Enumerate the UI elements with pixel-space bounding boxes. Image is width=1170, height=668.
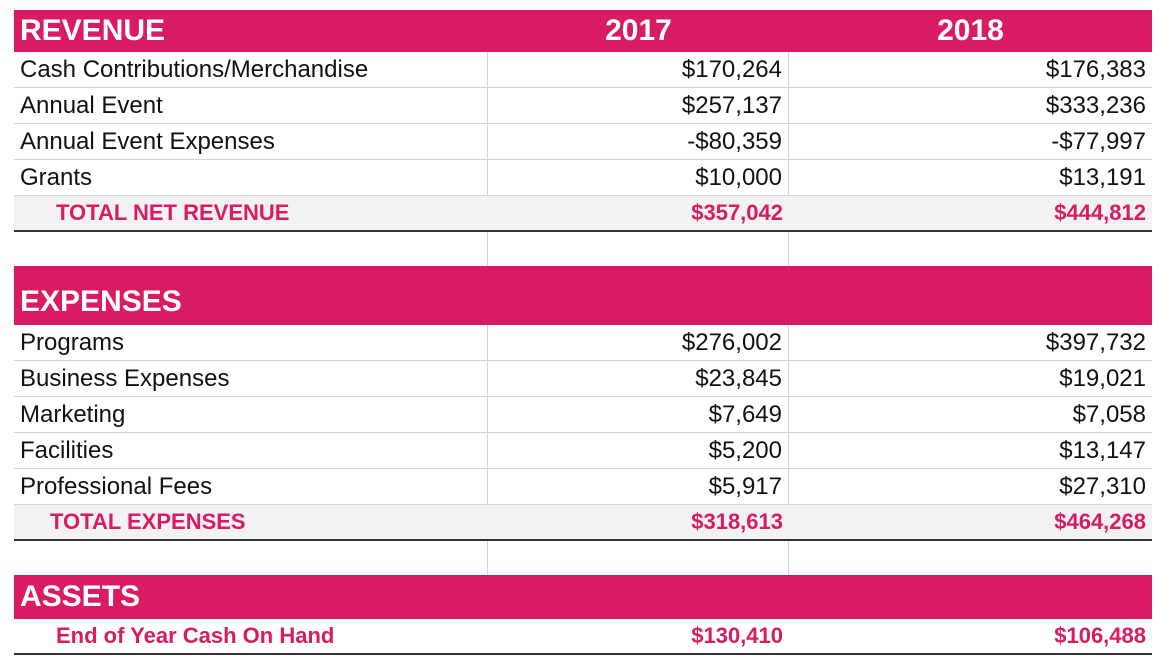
empty-cell	[14, 541, 488, 575]
value-2018: $27,310	[1059, 472, 1146, 500]
assets-header-row	[14, 575, 1152, 619]
value-2018: $333,236	[1045, 91, 1146, 119]
total-value-2017: $130,410	[691, 623, 783, 648]
empty-cell	[488, 575, 789, 619]
row-label: Professional Fees	[14, 469, 488, 504]
empty-cell	[789, 575, 1152, 619]
financial-summary-table	[14, 10, 1152, 655]
total-value-2017: $318,613	[691, 509, 783, 534]
table-row	[14, 469, 1152, 505]
row-label: Cash Contributions/Merchandise	[14, 52, 488, 87]
value-2018: $19,021	[1059, 364, 1146, 392]
table-row	[14, 124, 1152, 160]
total-value-2018: $464,268	[1054, 509, 1146, 534]
value-2018: $176,383	[1045, 55, 1146, 83]
table-row	[14, 160, 1152, 196]
table-row	[14, 88, 1152, 124]
year-2017-header: 2017	[605, 14, 672, 47]
total-value-2017: $357,042	[691, 200, 783, 225]
empty-cell	[488, 541, 789, 575]
table-row	[14, 433, 1152, 469]
cash-on-hand-row	[14, 619, 1152, 655]
expenses-header-row	[14, 266, 1152, 325]
spacer-row	[14, 541, 1152, 575]
table-row	[14, 325, 1152, 361]
row-label: Grants	[14, 160, 488, 195]
table-row	[14, 52, 1152, 88]
value-2017: $276,002	[488, 325, 789, 360]
table-row	[14, 397, 1152, 433]
empty-cell	[789, 541, 1152, 575]
value-2018: $397,732	[1045, 328, 1146, 356]
total-expenses-row	[14, 505, 1152, 541]
value-2017: $170,264	[488, 52, 789, 87]
value-2017: $23,845	[488, 361, 789, 396]
value-2018: $7,058	[1072, 400, 1146, 428]
assets-section-title: ASSETS	[20, 580, 141, 613]
value-2017: $5,917	[488, 469, 789, 504]
revenue-section-title: REVENUE	[20, 14, 166, 47]
table-row	[14, 361, 1152, 397]
total-label: TOTAL NET REVENUE	[56, 200, 290, 225]
row-label: Programs	[14, 325, 488, 360]
year-2018-header: 2018	[937, 14, 1004, 47]
total-net-revenue-row	[14, 196, 1152, 232]
value-2018: -$77,997	[1051, 127, 1146, 155]
value-2018: $13,191	[1059, 163, 1146, 191]
value-2017: $10,000	[488, 160, 789, 195]
value-2017: -$80,359	[488, 124, 789, 159]
empty-cell	[14, 232, 488, 266]
row-label: Business Expenses	[14, 361, 488, 396]
total-value-2018: $444,812	[1054, 200, 1146, 225]
revenue-header-row	[14, 10, 1152, 52]
value-2018: $13,147	[1059, 436, 1146, 464]
expenses-section-title: EXPENSES	[20, 285, 182, 318]
empty-cell	[488, 232, 789, 266]
total-label: End of Year Cash On Hand	[56, 623, 335, 648]
row-label: Facilities	[14, 433, 488, 468]
value-2017: $257,137	[488, 88, 789, 123]
row-label: Annual Event Expenses	[14, 124, 488, 159]
empty-cell	[789, 232, 1152, 266]
row-label: Marketing	[14, 397, 488, 432]
row-label: Annual Event	[14, 88, 488, 123]
value-2017: $5,200	[488, 433, 789, 468]
spacer-row	[14, 232, 1152, 266]
value-2017: $7,649	[488, 397, 789, 432]
total-label: TOTAL EXPENSES	[50, 509, 246, 534]
total-value-2018: $106,488	[1054, 623, 1146, 648]
